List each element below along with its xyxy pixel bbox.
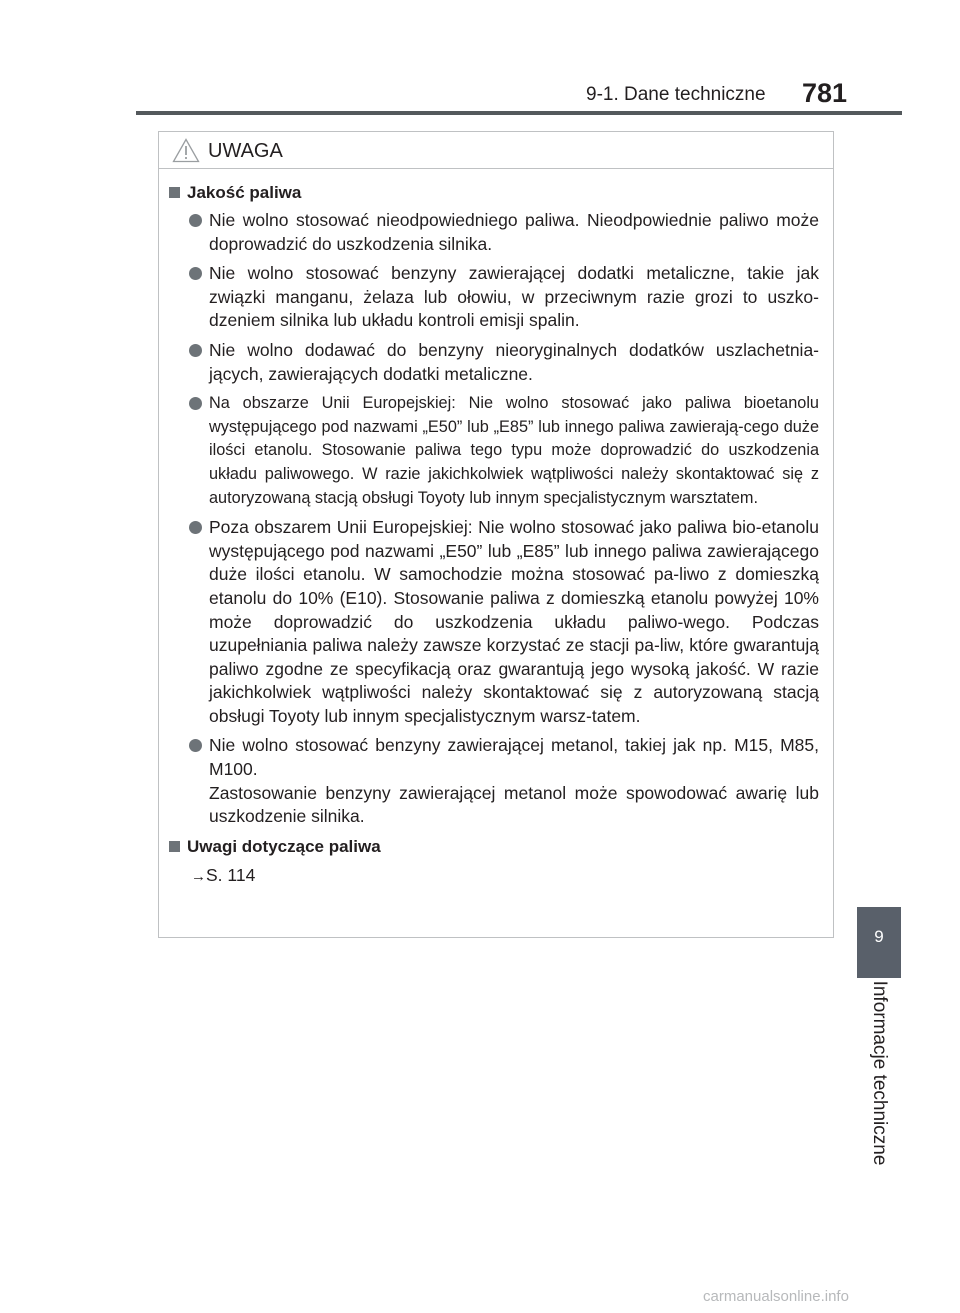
- warning-body: [159, 169, 833, 889]
- chapter-label: Informacje techniczne: [869, 980, 890, 1166]
- warning-triangle-icon: [172, 138, 200, 163]
- list-item-text: Na obszarze Unii Europejskiej: Nie wolno stosować jako paliwa bioetanolu występującego pod nazwami „E50” lub „E85” lub innego paliwa zawierają-cego duże ilości etanolu. Stosowanie paliwa tego typu może doprowadzić do uszkodzenia układu paliwowego. W razie jakichkolwiek wątpliwości należy skontaktować się z autoryzowaną stacją obsługi Toyoty lub innym specjalistycznym warsztatem.: [209, 394, 819, 507]
- bullet-icon: [189, 344, 202, 357]
- bullet-icon: [189, 214, 202, 227]
- section-title: 9-1. Dane techniczne: [586, 84, 766, 105]
- section-heading-text: Jakość paliwa: [187, 183, 302, 202]
- section-heading-text: Uwagi dotyczące paliwa: [187, 836, 381, 856]
- list-item-text-continued: Zastosowanie benzyny zawierającej metanol może spowodować awarię lub uszkodzenie silnika.: [209, 782, 819, 827]
- chapter-number: 9: [874, 927, 884, 946]
- bullet-icon: [189, 521, 202, 534]
- bullet-icon: [189, 267, 202, 280]
- square-bullet-icon: [169, 187, 180, 198]
- square-bullet-icon: [169, 841, 180, 852]
- header-rule: [136, 111, 902, 115]
- list-item-text: Nie wolno stosować benzyny zawierającej dodatki metaliczne, takie jak związki manganu, żelaza lub ołowiu, w przeciwnym razie grozi to uszko-dzeniem silnika lub układu kontroli emisji spalin.: [209, 263, 819, 331]
- list-item: [167, 734, 819, 828]
- bullet-icon: [189, 397, 202, 410]
- list-item: [167, 262, 819, 333]
- warning-box: [158, 131, 834, 938]
- watermark: carmanualsonline.info: [703, 1288, 849, 1305]
- bullet-icon: [189, 739, 202, 752]
- list-item-text: Poza obszarem Unii Europejskiej: Nie wolno stosować jako paliwa bio-etanolu występującego pod nazwami „E50” lub „E85” lub innego paliwa zawierającego duże ilości etanolu. W samochodzie można stosować pa-liwo z domieszką etanolu do 10% (E10). Stosowanie paliwa z domieszką etanolu powyżej 10% może doprowadzić do uszkodzenia układu paliwo-wego. Podczas uzupełniania paliwa należy zawsze korzystać ze stacji pa-liw, które gwarantują paliwo zgodne ze specyfikacją oraz gwarantują jego wysoką jakość. W razie jakichkolwiek wątpliwości należy skontaktować się z autoryzowaną stacją obsługi Toyoty lub innym specjalistycznym warsz-tatem.: [209, 517, 819, 726]
- list-item-text: Nie wolno stosować nieodpowiedniego paliwa. Nieodpowiednie paliwo może doprowadzić do uszkodzenia silnika.: [209, 210, 819, 254]
- list-item-text: Nie wolno stosować benzyny zawierającej metanol, takiej jak np. M15, M85, M100.: [209, 735, 819, 780]
- list-item: [167, 392, 819, 510]
- list-item-text: Nie wolno dodawać do benzyny nieoryginalnych dodatków uszlachetnia-jących, zawierających dodatki metaliczne.: [209, 339, 819, 384]
- list-item: [167, 209, 819, 256]
- page-number: 781: [802, 78, 848, 108]
- warning-header: [159, 132, 833, 169]
- section-heading-fuel-quality: [167, 181, 819, 205]
- arrow-right-icon: →: [191, 867, 206, 885]
- list-item: [167, 516, 819, 728]
- section-heading-fuel-notes: [167, 835, 819, 859]
- list-item: [167, 339, 819, 386]
- page-reference[interactable]: [167, 863, 819, 889]
- chapter-tab[interactable]: [857, 907, 901, 978]
- page-reference-text: S. 114: [206, 864, 256, 885]
- warning-title: UWAGA: [208, 140, 283, 162]
